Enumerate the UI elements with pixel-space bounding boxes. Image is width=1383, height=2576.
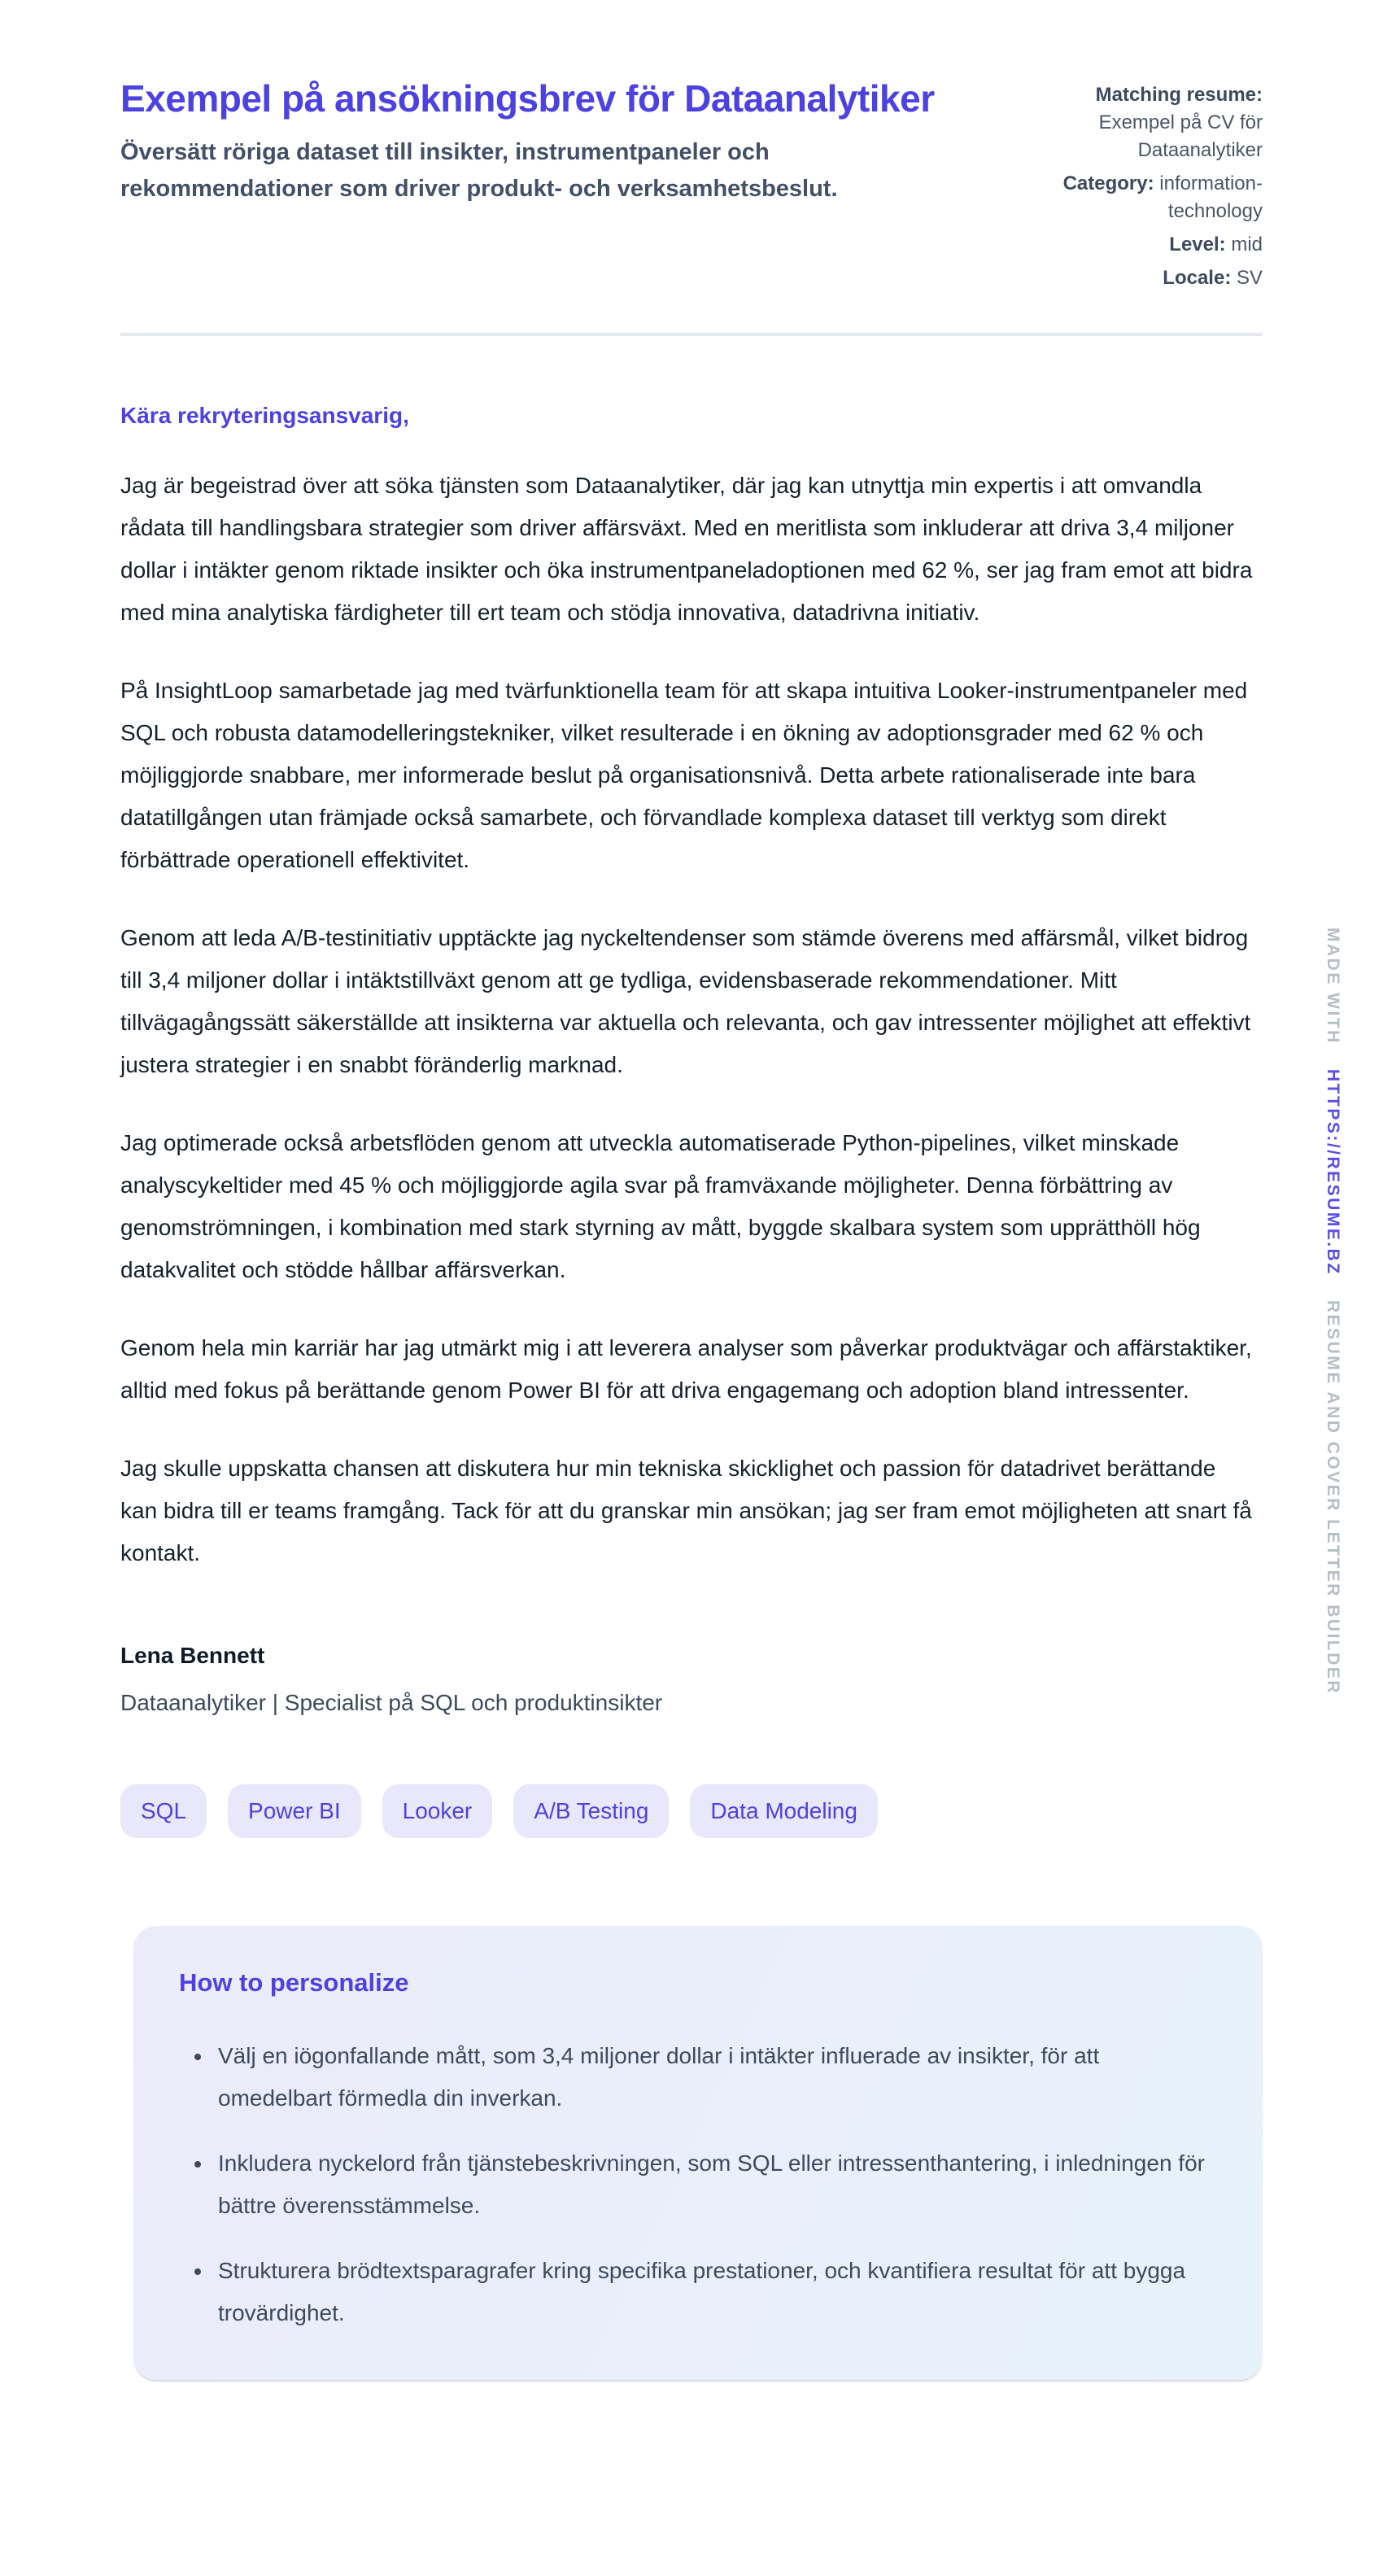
- personalize-title: How to personalize: [179, 1967, 409, 1997]
- meta-locale: [990, 264, 1263, 292]
- meta-matching-resume: [990, 81, 1263, 164]
- personalize-bullet: • Välj en iögonfallande mått, som 3,4 miljoner dollar i intäkter influerade av insikter, för att omedelbart förmedla din inverkan.: [213, 2035, 1214, 2120]
- meta-level-label: Level:: [1169, 234, 1226, 256]
- header-title-block: [120, 75, 958, 207]
- page-subtitle: Översätt röriga dataset till insikter, instrumentpaneler och rekommendationer som driver produkt- och verksamhetsbeslut.: [120, 138, 838, 202]
- letter-paragraph: Jag skulle uppskatta chansen att diskutera hur min tekniska skicklighet och passion för datadrivet berättande kan bidra till er teams framgång. Tack för att du granskar min ansökan; jag ser fram emot möjligheten att snart få kontakt.: [120, 1455, 1252, 1565]
- meta-level-value: mid: [1231, 234, 1263, 256]
- meta-matching-resume-value: Exempel på CV för Dataanalytiker: [1098, 111, 1263, 162]
- letter-paragraph: Genom hela min karriär har jag utmärkt mig i att leverera analyser som påverkar produktvägar och affärstaktiker, alltid med fokus på berättande genom Power BI för att driva engagemang och adoption bland intressenter.: [120, 1334, 1252, 1403]
- page-title: Exempel på ansökningsbrev för Dataanalytiker: [120, 77, 935, 120]
- skill-tag: Data Modeling: [690, 1784, 878, 1838]
- header: [120, 75, 1263, 299]
- skill-tags: [120, 1784, 1263, 1838]
- letter-paragraph: Jag är begeistrad över att söka tjänsten som Dataanalytiker, där jag kan utnyttja min expertis i att omvandla rådata till handlingsbara strategier som driver affärsväxt. Med en meritlista som inkluderar att driva 3,4 miljoner dollar i intäkter genom riktade insikter och öka instrumentpaneladoptionen med 62 %, ser jag fram emot att bidra med mina analytiska färdigheter till ert team och stödja innovativa, datadrivna initiativ.: [120, 472, 1253, 625]
- letter-paragraph: Genom att leda A/B-testinitiativ upptäckte jag nyckeltendenser som stämde överens med affärsmål, vilket bidrog till 3,4 miljoner dollar i intäktstillväxt genom att ge tydliga, evidensbaserade rekommendationer. Mitt tillvägagångssätt säkerställde att insikterna var aktuella och relevanta, och gav intressenter möjlighet att effektivt justera strategier i en snabbt föränderlig marknad.: [120, 924, 1251, 1077]
- skill-tag: A/B Testing: [513, 1784, 669, 1838]
- skill-tag: SQL: [120, 1784, 207, 1838]
- signature-name: Lena Bennett: [120, 1642, 265, 1668]
- letter-greeting: Kära rekryteringsansvarig,: [120, 402, 409, 428]
- signature-role: Dataanalytiker | Specialist på SQL och produktinsikter: [120, 1689, 663, 1715]
- meta-matching-resume-label: Matching resume:: [1095, 84, 1263, 106]
- meta-level: [990, 231, 1263, 259]
- resume-meta-panel: [990, 75, 1263, 299]
- meta-locale-label: Locale:: [1163, 267, 1232, 290]
- meta-locale-value: SV: [1236, 267, 1263, 290]
- header-divider: [120, 333, 1263, 336]
- letter-paragraph: Jag optimerade också arbetsflöden genom att utveckla automatiserade Python-pipelines, vilket minskade analyscykeltider med 45 % och möjliggjorde agila svar på framväxande möjligheter. Denna förbättring av genomströmningen, i kombination med stark styrning av mått, byggde skalbara system som upprätthöll hög datakvalitet och stödde hållbar affärsverkan.: [120, 1129, 1201, 1282]
- watermark-made-with: MADE WITH: [1324, 928, 1342, 1045]
- personalize-box: [133, 1926, 1263, 2380]
- watermark: [1323, 928, 1342, 1695]
- skill-tag: Power BI: [228, 1784, 361, 1838]
- personalize-bullet: • Inkludera nyckelord från tjänstebeskrivningen, som SQL eller intressenthantering, i inledningen för bättre överensstämmelse.: [213, 2142, 1214, 2227]
- meta-category-value: information-technology: [1159, 172, 1263, 223]
- meta-category-label: Category:: [1062, 172, 1154, 195]
- letter-paragraph: På InsightLoop samarbetade jag med tvärfunktionella team för att skapa intuitiva Looker-instrumentpaneler med SQL och robusta datamodelleringstekniker, vilket resulterade i en ökning av adoptionsgrader med 62 % och möjliggjorde snabbare, mer informerade beslut på organisationsnivå. Detta arbete rationaliserade inte bara datatillgången utan främjade också samarbete, och förvandlade komplexa dataset till verktyg som direkt förbättrade operationell effektivitet.: [120, 677, 1248, 872]
- personalize-list: [179, 2035, 1214, 2334]
- watermark-resume-bz-link[interactable]: HTTPS://RESUME.BZ: [1324, 1068, 1342, 1276]
- watermark-suffix: RESUME AND COVER LETTER BUILDER: [1324, 1299, 1342, 1695]
- meta-category: [990, 170, 1263, 225]
- skill-tag: Looker: [382, 1784, 493, 1838]
- personalize-bullet: • Strukturera brödtextsparagrafer kring specifika prestationer, och kvantifiera resultat för att bygga trovärdighet.: [213, 2250, 1214, 2334]
